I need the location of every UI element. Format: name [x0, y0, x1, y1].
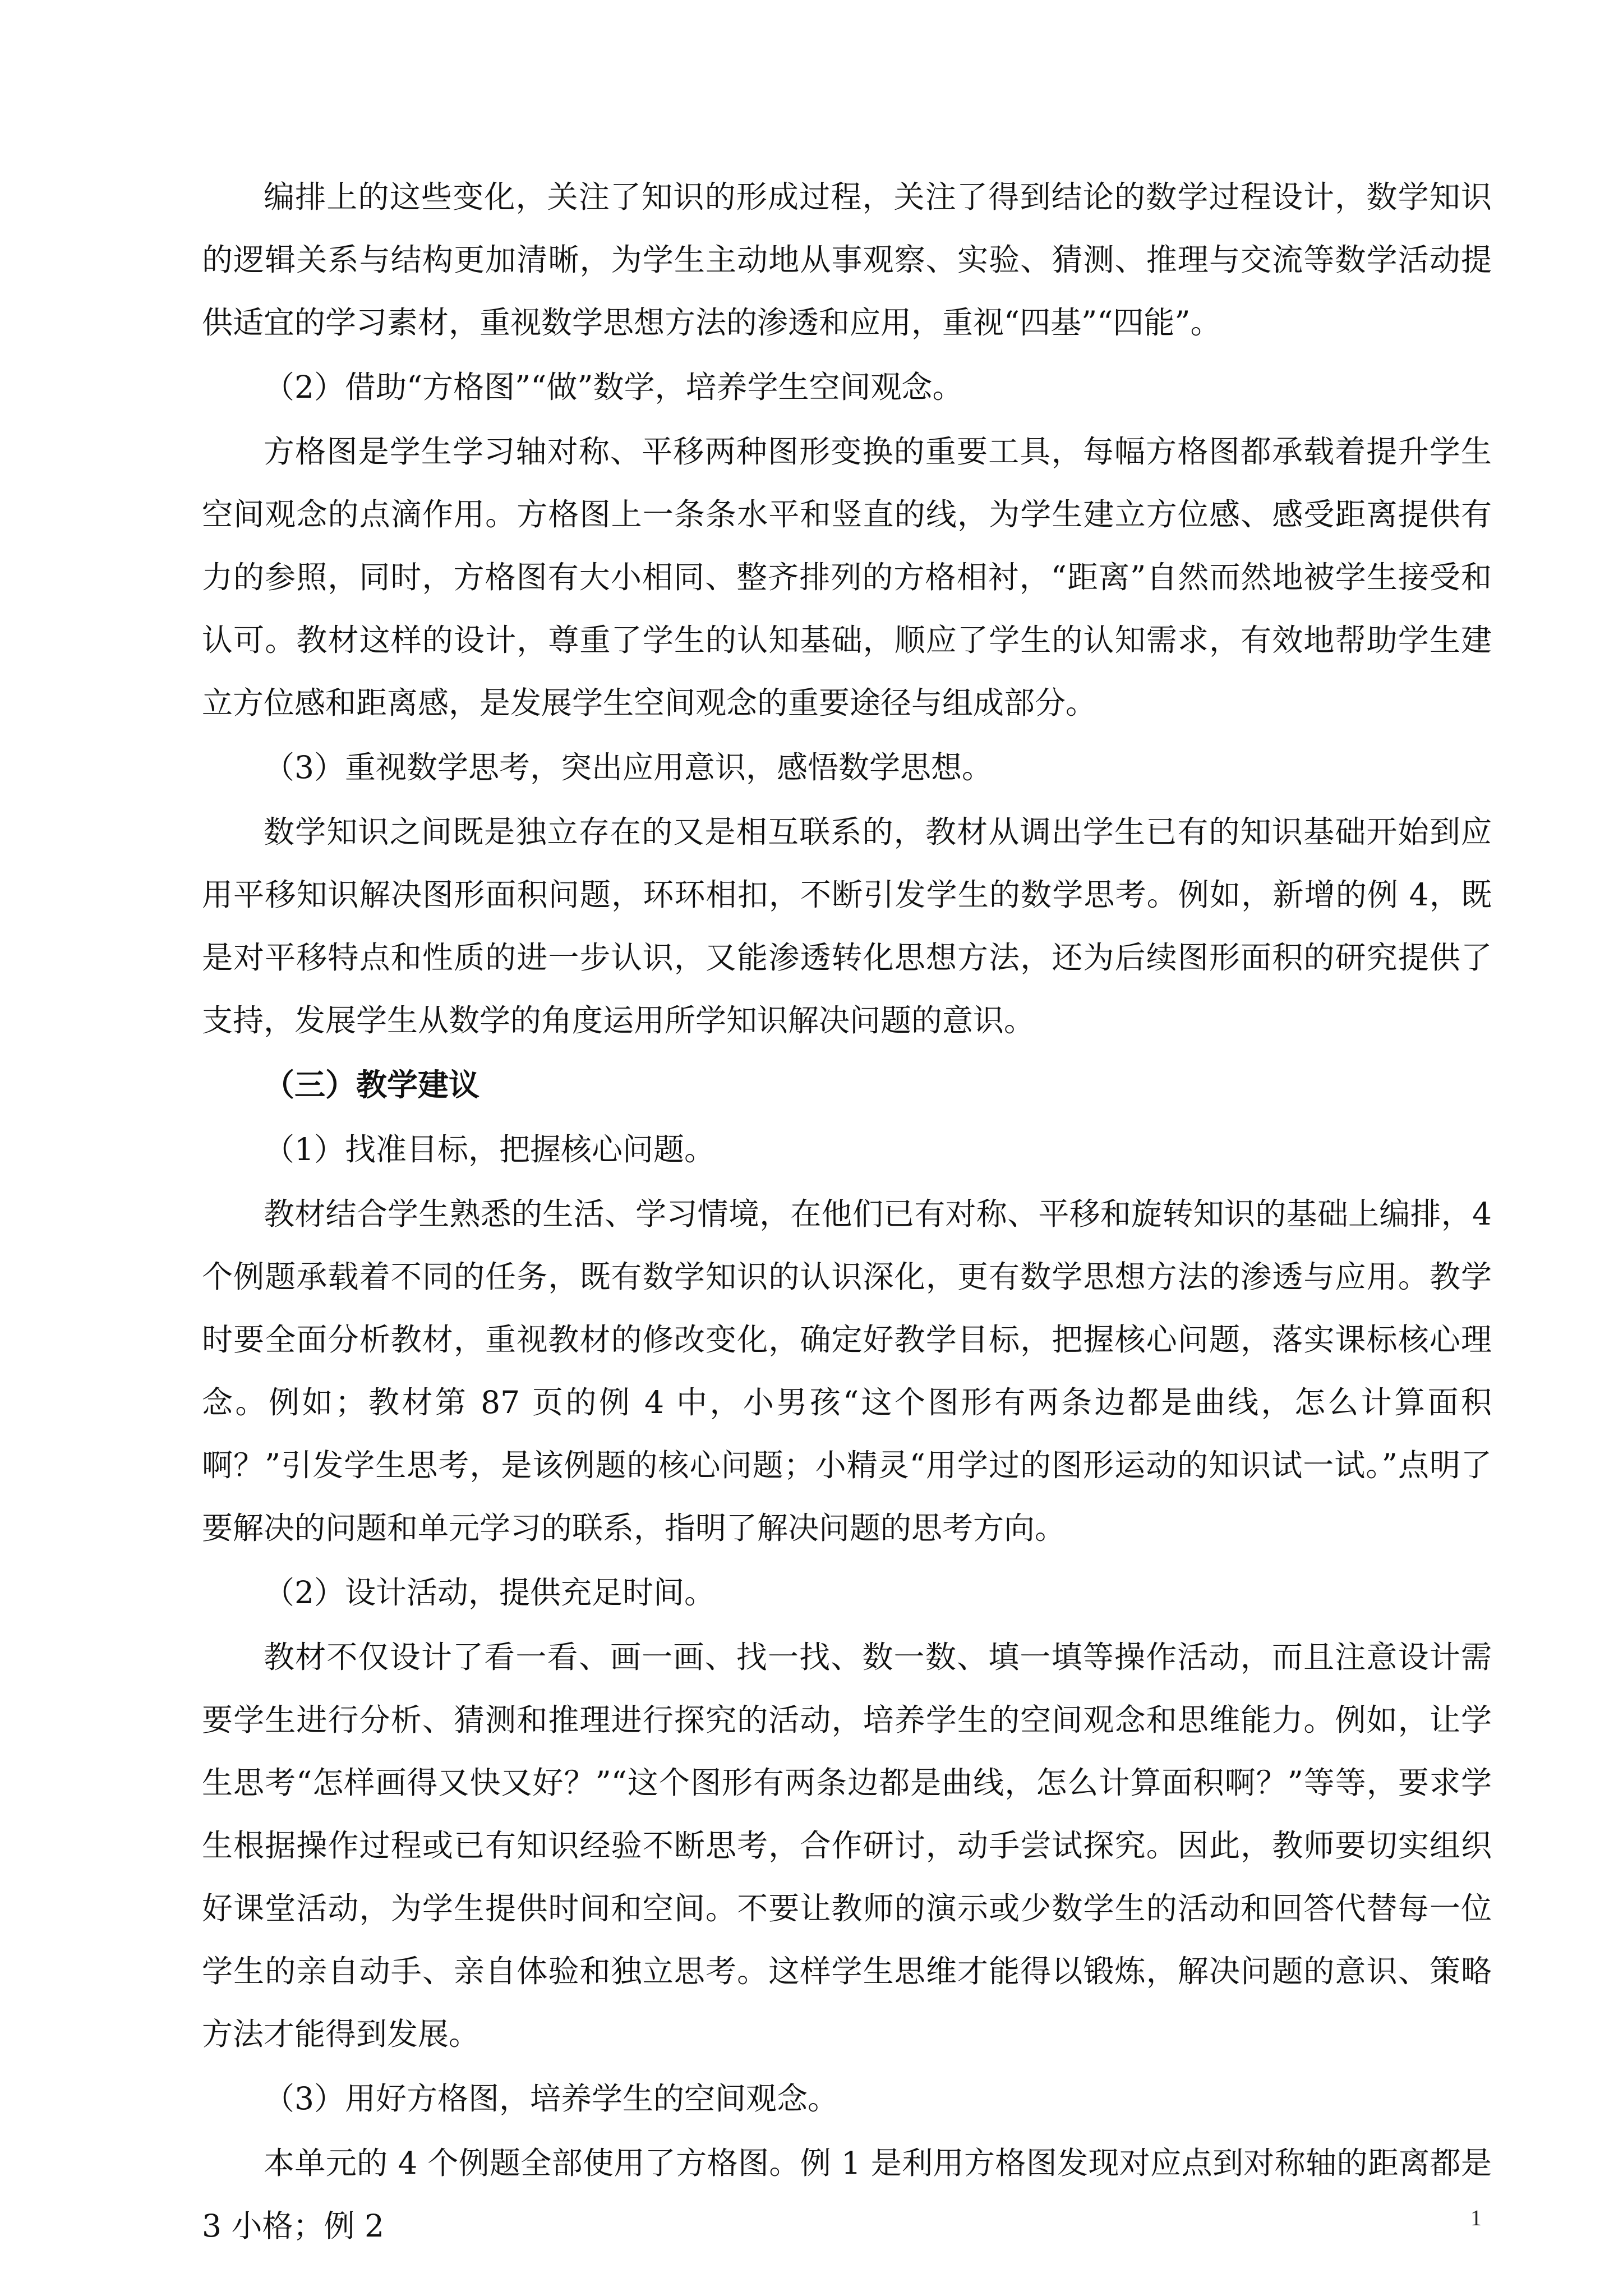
- subheading-2: （2）借助“方格图”“做”数学，培养学生空间观念。: [264, 369, 963, 405]
- subheading-7: （1）找准目标，把握核心问题。: [264, 1131, 715, 1167]
- paragraph-5: 数学知识之间既是独立存在的又是相互联系的，教材从调出学生已有的知识基础开始到应用平移知识解决图形面积问题，环环相扣，不断引发学生的数学思考。例如，新增的例 4，既是对平移特点和性质的进一步认识，又能渗透转化思想方法，还为后续图形面积的研究提供了支持，发展学生从数学的角度运用所学知识解决问题的意识。: [202, 814, 1492, 1038]
- paragraph-1: 编排上的这些变化，关注了知识的形成过程，关注了得到结论的数学过程设计，数学知识的逻辑关系与结构更加清晰，为学生主动地从事观察、实验、猜测、推理与交流等数学活动提供适宜的学习素材，重视数学思想方法的渗透和应用，重视“四基”“四能”。: [202, 179, 1492, 341]
- paragraph-10: 教材不仅设计了看一看、画一画、找一找、数一数、填一填等操作活动，而且注意设计需要学生进行分析、猜测和推理进行探究的活动，培养学生的空间观念和思维能力。例如，让学生思考“怎样画得又快又好？”“这个图形有两条边都是曲线，怎么计算面积啊？”等等，要求学生根据操作过程或已有知识经验不断思考，合作研讨，动手尝试探究。因此，教师要切实组织好课堂活动，为学生提供时间和空间。不要让教师的演示或少数学生的活动和回答代替每一位学生的亲自动手、亲自体验和独立思考。这样学生思维才能得以锻炼，解决问题的意识、策略方法才能得到发展。: [202, 1639, 1492, 2052]
- paragraph-12: 本单元的 4 个例题全部使用了方格图。例 1 是利用方格图发现对应点到对称轴的距离都是 3 小格；例 2: [202, 2145, 1492, 2244]
- subheading-4: （3）重视数学思考，突出应用意识，感悟数学思想。: [264, 749, 993, 785]
- document-body: [202, 165, 1492, 2259]
- subheading-11: （3）用好方格图，培养学生的空间观念。: [264, 2081, 838, 2116]
- paragraph-3: 方格图是学生学习轴对称、平移两种图形变换的重要工具，每幅方格图都承载着提升学生空间观念的点滴作用。方格图上一条条水平和竖直的线，为学生建立方位感、感受距离提供有力的参照，同时，方格图有大小相同、整齐排列的方格相衬，“距离”自然而然地被学生接受和认可。教材这样的设计，尊重了学生的认知基础，顺应了学生的认知需求，有效地帮助学生建立方位感和距离感，是发展学生空间观念的重要途径与组成部分。: [202, 434, 1492, 721]
- section-heading-teaching-suggestions: （三）教学建议: [264, 1066, 480, 1103]
- page-number: 1: [1470, 2205, 1482, 2230]
- paragraph-8: 教材结合学生熟悉的生活、学习情境，在他们已有对称、平移和旋转知识的基础上编排，4 个例题承载着不同的任务，既有数学知识的认识深化，更有数学思想方法的渗透与应用。教学时要全面分析教材，重视教材的修改变化，确定好教学目标，把握核心问题，落实课标核心理念。例如；教材第 87 页的例 4 中，小男孩“这个图形有两条边都是曲线，怎么计算面积啊？”引发学生思考，是该例题的核心问题；小精灵“用学过的图形运动的知识试一试。”点明了要解决的问题和单元学习的联系，指明了解决问题的思考方向。: [202, 1196, 1492, 1546]
- subheading-9: （2）设计活动，提供充足时间。: [264, 1575, 715, 1611]
